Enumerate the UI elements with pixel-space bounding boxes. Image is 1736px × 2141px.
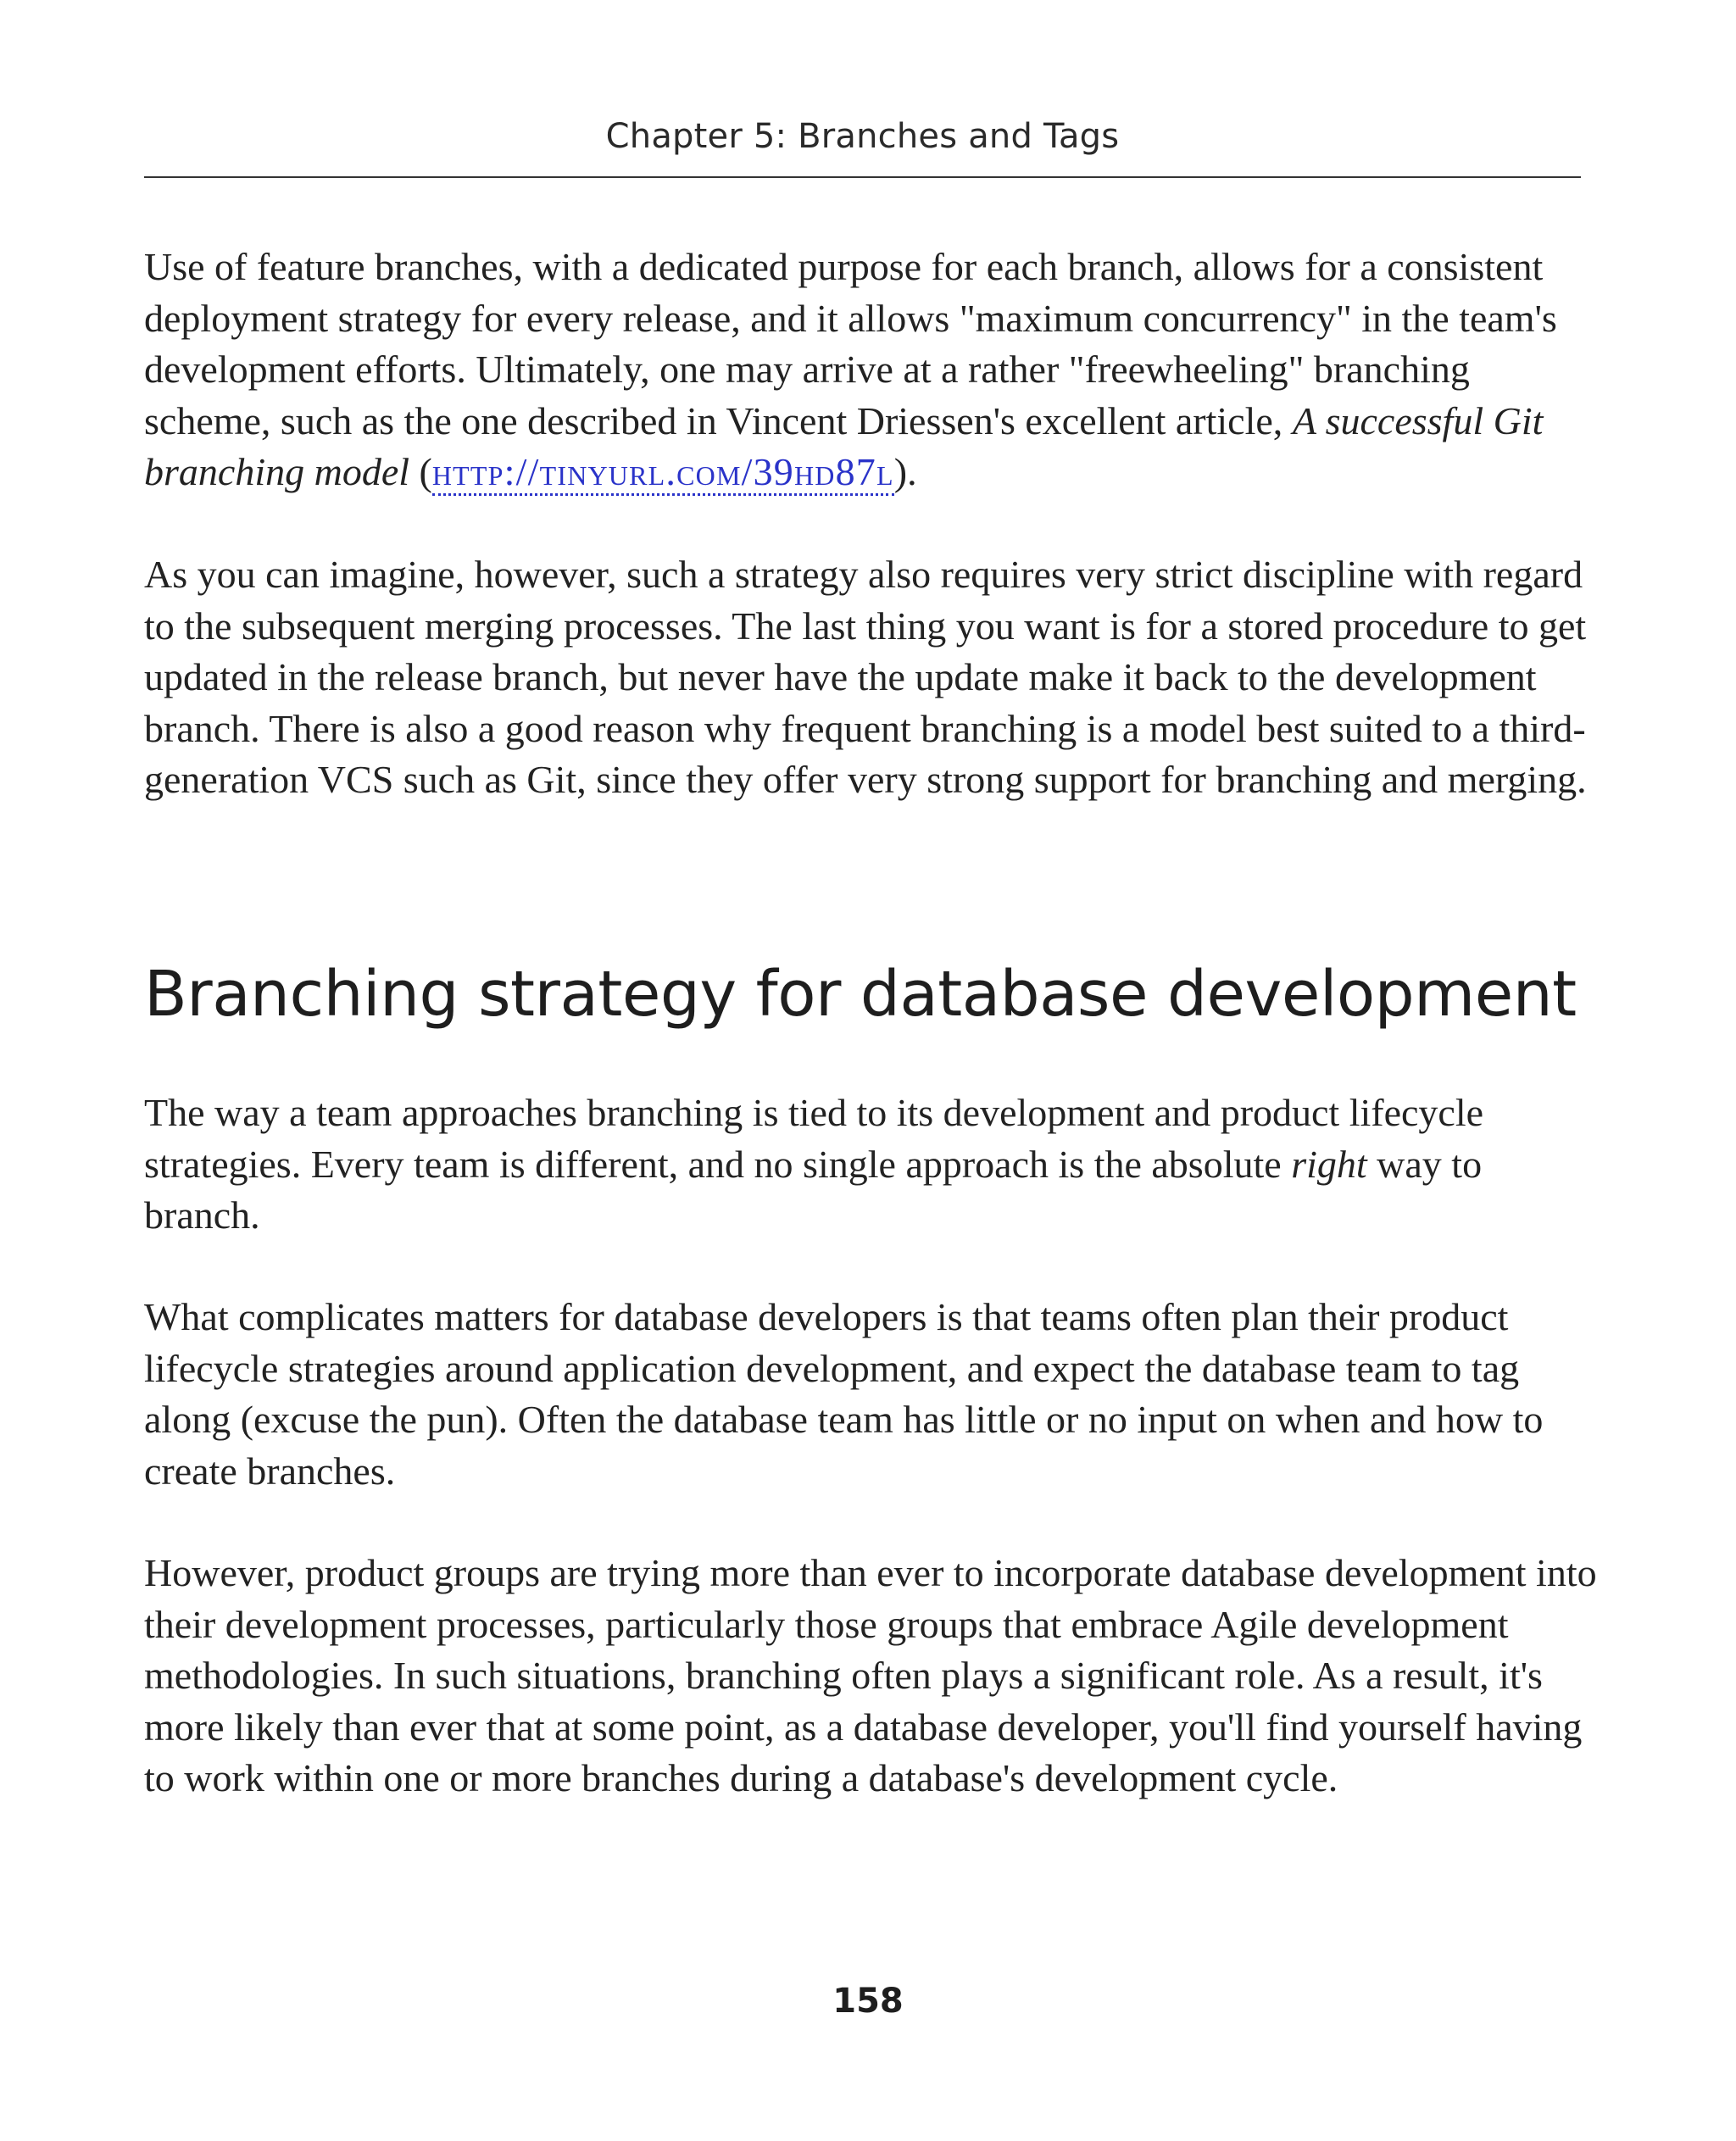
- paragraph-4-text: What complicates matters for database developers is that teams often plan their product lifecycle strategies around application development, and expect the database team to tag along (excuse the pun). Often the database team has little or no input on when and how to create branches.: [144, 1295, 1544, 1493]
- paragraph-2-text: As you can imagine, however, such a strategy also requires very strict discipline with regard to the subsequent merging processes. The last thing you want is for a stored procedure to get updated in the release branch, but never have the update make it back to the development branch. There is also a good reason why frequent branching is a model best suited to a third-generation VCS such as Git, since they offer very strong support for branching and merging.: [144, 553, 1587, 801]
- header-rule: [144, 176, 1581, 178]
- page-number: 158: [832, 1982, 904, 2021]
- paragraph-1: [144, 242, 1602, 498]
- running-head: Chapter 5: Branches and Tags: [605, 117, 1120, 156]
- paragraph-5-text: However, product groups are trying more than ever to incorporate database development into their development processes, particularly those groups that embrace Agile development methodologies. In such situations, branching often plays a significant role. As a result, it's more likely than ever that at some point, as a database developer, you'll find yourself having to work within one or more branches during a database's development cycle.: [144, 1551, 1597, 1799]
- close-paren: ).: [893, 450, 917, 493]
- paragraph-5: [144, 1548, 1602, 1805]
- paragraph-3-text-end: way to branch.: [144, 1142, 1483, 1237]
- open-paren: (: [409, 450, 432, 493]
- article-link[interactable]: http://tinyurl.com/39hd87l: [432, 450, 894, 496]
- paragraph-4: [144, 1292, 1602, 1497]
- section-heading: Branching strategy for database development: [144, 958, 1577, 1031]
- paragraph-2: [144, 549, 1602, 806]
- paragraph-1-text: Use of feature branches, with a dedicated purpose for each branch, allows for a consistent deployment strategy for every release, and it allows "maximum concurrency" in the team's development efforts. Ultimately, one may arrive at a rather "freewheeling" branching scheme, such as the one described in Vincent Driessen's excellent article,: [144, 245, 1557, 442]
- emphasis-right: right: [1291, 1142, 1367, 1186]
- paragraph-3: [144, 1087, 1602, 1242]
- paragraph-3-text: The way a team approaches branching is tied to its development and product lifecycle strategies. Every team is different, and no single approach is the absolute: [144, 1091, 1484, 1186]
- article-title: A successful Git branching model: [144, 398, 1544, 493]
